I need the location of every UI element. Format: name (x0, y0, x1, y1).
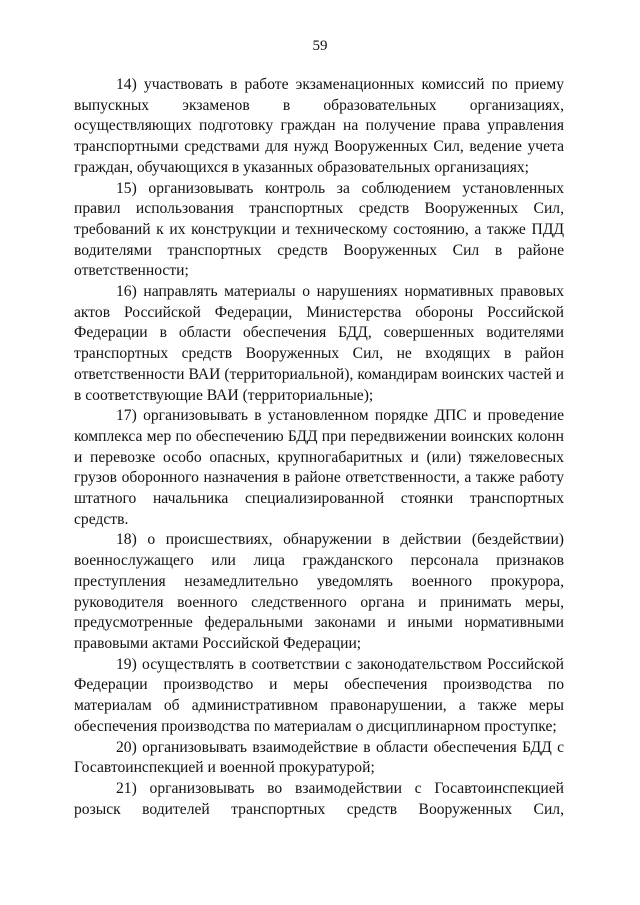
document-body (74, 75, 564, 820)
paragraph-item-19: 19) осуществлять в соответствии с законодательством Российской Федерации производство и меры обеспечения производства по материалам об административном правонарушении, а также меры обеспечения производства по материалам о дисциплинарном проступке; (74, 655, 564, 735)
paragraph-item-20: 20) организовывать взаимодействие в области обеспечения БДД с Госавтоинспекцией и военной прокуратурой; (74, 738, 564, 777)
paragraph-item-14: 14) участвовать в работе экзаменационных комиссий по приему выпускных экзаменов в образовательных организациях, осуществляющих подготовку граждан на получение права управления транспортными средствами для нужд Вооруженных Сил, ведение учета граждан, обучающихся в указанных образовательных организациях; (74, 76, 564, 176)
paragraph-item-18: 18) о происшествиях, обнаружении в действии (бездействии) военнослужащего или лица гражданского персонала признаков преступления незамедлительно уведомлять военного прокурора, руководителя военного следственного органа и принимать меры, предусмотренные федеральными законами и иными нормативными правовыми актами Российской Федерации; (74, 531, 564, 652)
paragraph-item-16: 16) направлять материалы о нарушениях нормативных правовых актов Российской Федерации, Министерства обороны Российской Федерации в области обеспечения БДД, совершенных водителями транспортных средств Вооруженных Сил, не входящих в район ответственности ВАИ (территориальной), командирам воинских частей и в соответствующие ВАИ (территориальные); (74, 283, 564, 404)
paragraph-item-17: 17) организовывать в установленном порядке ДПС и проведение комплекса мер по обеспечению БДД при передвижении воинских колонн и перевозке особо опасных, крупногабаритных и (или) тяжеловесных грузов оборонного назначения в районе ответственности, а также работу штатного начальника специализированной стоянки транспортных средств. (74, 407, 564, 528)
paragraph-item-21: 21) организовывать во взаимодействии с Госавтоинспекцией розыск водителей транспортных средств Вооруженных Сил, (74, 779, 564, 818)
page-number: 59 (312, 38, 328, 54)
paragraph-item-15: 15) организовывать контроль за соблюдением установленных правил использования транспортных средств Вооруженных Сил, требований к их конструкции и техническому состоянию, а также ПДД водителями транспортных средств Вооруженных Сил в районе ответственности; (74, 179, 564, 280)
